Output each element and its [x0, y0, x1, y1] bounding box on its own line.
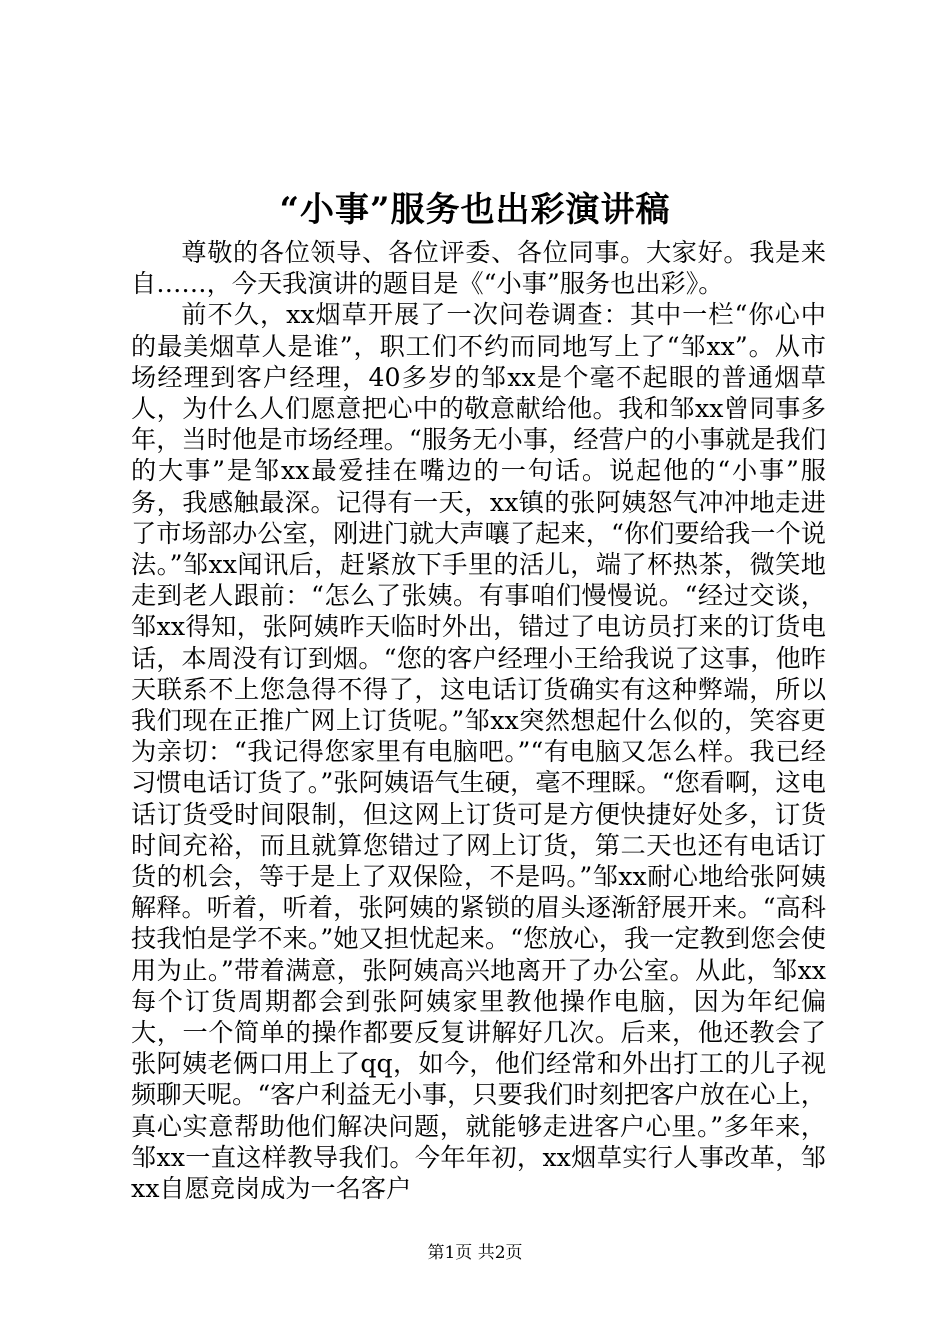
document-title: “小事”服务也出彩演讲稿	[279, 190, 671, 230]
page-footer: 第1页 共2页	[427, 1243, 523, 1263]
paragraph-greeting: 尊敬的各位领导、各位评委、各位同事。大家好。我是来自……，今天我演讲的题目是《“小事”服务也出彩》。	[131, 238, 826, 299]
paragraph-story: 前不久，xx烟草开展了一次问卷调查：其中一栏“你心中的最美烟草人是谁”，职工们不约而同地写上了“邹xx”。从市场经理到客户经理，40多岁的邹xx是个毫不起眼的普通烟草人，为什么人们愿意把心中的敬意献给他。我和邹xx曾同事多年，当时他是市场经理。“服务无小事，经营户的小事就是我们的大事”是邹xx最爱挂在嘴边的一句话。说起他的“小事”服务，我感触最深。记得有一天，xx镇的张阿姨怒气冲冲地走进了市场部办公室，刚进门就大声嚷了起来，“你们要给我一个说法。”邹xx闻讯后，赶紧放下手里的活儿，端了杯热茶，微笑地走到老人跟前：“怎么了张姨。有事咱们慢慢说。“经过交谈，邹xx得知，张阿姨昨天临时外出，错过了电访员打来的订货电话，本周没有订到烟。“您的客户经理小王给我说了这事，他昨天联系不上您急得不得了，这电话订货确实有这种弊端，所以我们现在正推广网上订货呢。”邹xx突然想起什么似的，笑容更为亲切：“我记得您家里有电脑吧。”“有电脑又怎么样。我已经习惯电话订货了。”张阿姨语气生硬，毫不理睬。“您看啊，这电话订货受时间限制，但这网上订货可是方便快捷好处多，订货时间充裕，而且就算您错过了网上订货，第二天也还有电话订货的机会，等于是上了双保险，不是吗。”邹xx耐心地给张阿姨解释。听着，听着，张阿姨的紧锁的眉头逐渐舒展开来。“高科技我怕是学不来。”她又担忧起来。“您放心，我一定教到您会使用为止。”带着满意，张阿姨高兴地离开了办公室。从此，邹xx每个订货周期都会到张阿姨家里教他操作电脑，因为年纪偏大，一个简单的操作都要反复讲解好几次。后来，他还教会了张阿姨老俩口用上了qq，如今，他们经常和外出打工的儿子视频聊天呢。“客户利益无小事，只要我们时刻把客户放在心上，真心实意帮助他们解决问题，就能够走进客户心里。”多年来，邹xx一直这样教导我们。今年年初，xx烟草实行人事改革，邹xx自愿竞岗成为一名客户	[131, 300, 826, 1204]
document-body	[131, 237, 826, 1204]
